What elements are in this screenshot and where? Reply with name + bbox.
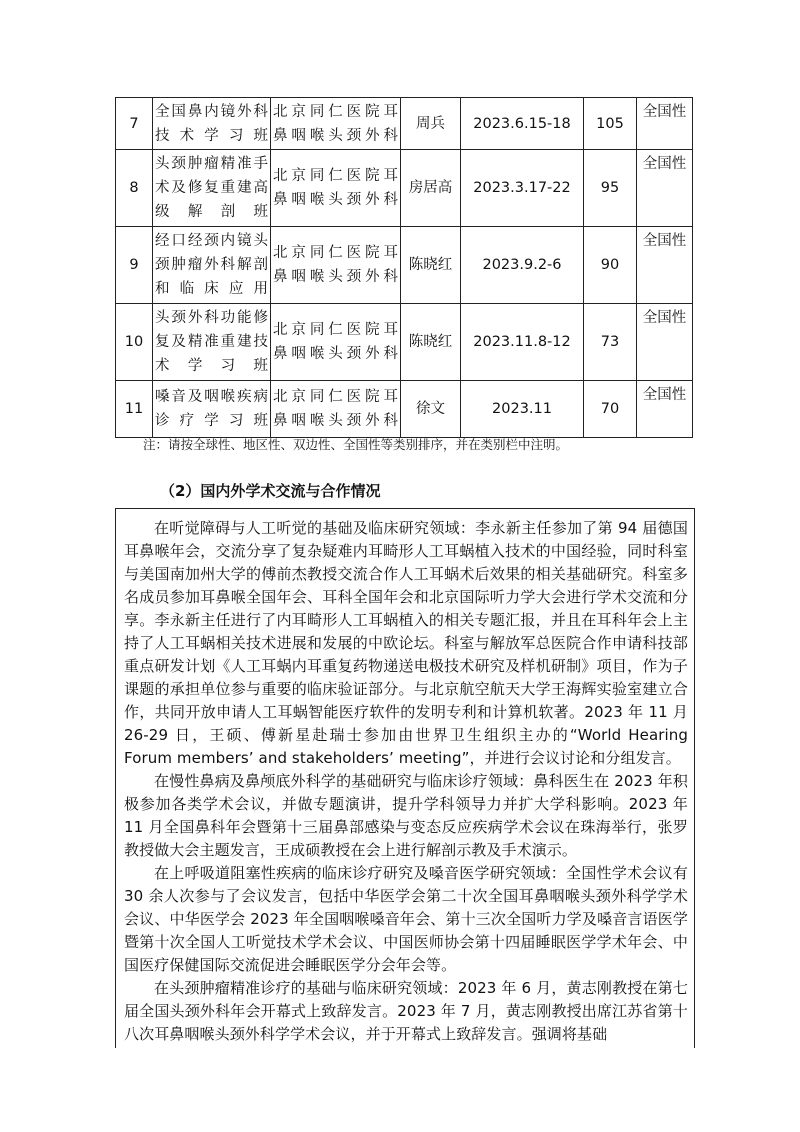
course-name-line: 诊疗学习班	[155, 413, 268, 429]
course-type: 全国性	[637, 304, 693, 381]
course-date: 2023.6.15-18	[461, 98, 584, 150]
host-unit	[271, 150, 401, 227]
host-unit-line: 鼻咽喉头颈外科	[273, 269, 398, 285]
course-name	[153, 227, 271, 304]
course-leader: 房居高	[401, 150, 461, 227]
attendee-count: 73	[584, 304, 637, 381]
attendee-count: 95	[584, 150, 637, 227]
table-row	[116, 227, 693, 304]
course-date: 2023.11	[461, 381, 584, 438]
table-row	[116, 150, 693, 227]
host-unit-line: 北京同仁医院耳	[273, 168, 398, 184]
row-number: 9	[116, 227, 153, 304]
course-name-line: 嗓音及咽喉疾病	[155, 389, 268, 405]
course-name-line: 技术学习班	[155, 127, 268, 144]
table-row	[116, 98, 693, 150]
table-body	[116, 98, 693, 438]
exchange-content-box	[115, 508, 695, 1048]
section-heading: （2）国内外学术交流与合作情况	[160, 482, 381, 500]
attendee-count: 90	[584, 227, 637, 304]
course-name-line: 复及精准重建技	[155, 334, 268, 350]
host-unit-line: 鼻咽喉头颈外科	[273, 192, 398, 208]
course-date: 2023.11.8-12	[461, 304, 584, 381]
host-unit-line: 鼻咽喉头颈外科	[273, 413, 398, 429]
course-name-line: 术学习班	[155, 358, 268, 374]
host-unit	[271, 98, 401, 150]
course-type: 全国性	[637, 150, 693, 227]
host-unit	[271, 227, 401, 304]
course-name-line: 级解剖班	[155, 204, 268, 220]
course-type: 全国性	[637, 227, 693, 304]
paragraph-airway-voice: 在上呼吸道阻塞性疾病的临床诊疗研究及嗓音医学研究领域：全国性学术会议有 30 余人次参与了会议发言，包括中华医学会第二十次全国耳鼻咽喉头颈外科学学术会议、中华医学会 2023 年全国咽喉嗓音年会、第十三次全国听力学及嗓音言语医学暨第十次全国人工听觉技术学术会议、中国医师协会第十四届睡眠医学学术年会、中国医疗保健国际交流促进会睡眠医学分会年会等。	[124, 864, 688, 974]
row-number: 8	[116, 150, 153, 227]
course-date: 2023.3.17-22	[461, 150, 584, 227]
course-type: 全国性	[637, 98, 693, 150]
course-leader: 陈晓红	[401, 304, 461, 381]
course-name	[153, 150, 271, 227]
paragraph-rhinology: 在慢性鼻病及鼻颅底外科学的基础研究与临床诊疗领域：鼻科医生在 2023 年积极参加各类学术会议，并做专题演讲，提升学科领导力并扩大学科影响。2023 年 11 月全国鼻科年会暨第十三届鼻部感染与变态反应疾病学术会议在珠海举行，张罗教授做大会主题发言，王成硕教授在会上进行解剖示教及手术演示。	[124, 772, 688, 859]
course-leader: 陈晓红	[401, 227, 461, 304]
course-leader: 徐文	[401, 381, 461, 438]
course-name-line: 术及修复重建高	[155, 180, 268, 196]
host-unit	[271, 381, 401, 438]
attendee-count: 105	[584, 98, 637, 150]
attendee-count: 70	[584, 381, 637, 438]
table-row	[116, 381, 693, 438]
host-unit-line: 北京同仁医院耳	[273, 322, 398, 338]
course-name-line: 颈肿瘤外科解剖	[155, 257, 268, 273]
course-leader: 周兵	[401, 98, 461, 150]
host-unit-line: 北京同仁医院耳	[273, 245, 398, 261]
table-note: 注：请按全球性、地区性、双边性、全国性等类别排序，并在类别栏中注明。	[143, 437, 569, 452]
course-name	[153, 98, 271, 150]
course-name-line: 头颈外科功能修	[155, 310, 268, 326]
course-name-line: 经口经颈内镜头	[155, 233, 268, 249]
course-name-line: 头颈肿瘤精准手	[155, 156, 268, 172]
host-unit-line: 北京同仁医院耳	[273, 103, 398, 120]
table-row	[116, 304, 693, 381]
course-type: 全国性	[637, 381, 693, 438]
course-name-line: 和临床应用	[155, 281, 268, 297]
host-unit-line: 鼻咽喉头颈外科	[273, 127, 398, 144]
training-course-table	[115, 97, 693, 438]
course-name	[153, 304, 271, 381]
paragraph-head-neck-tumor: 在头颈肿瘤精准诊疗的基础与临床研究领域：2023 年 6 月，黄志刚教授在第七届全国头颈外科年会开幕式上致辞发言。2023 年 7 月，黄志刚教授出席江苏省第十八次耳鼻咽喉头颈外科学学术会议，并于开幕式上致辞发言。强调将基础	[124, 979, 688, 1043]
host-unit	[271, 304, 401, 381]
paragraph-hearing: 在听觉障碍与人工听觉的基础及临床研究领域：李永新主任参加了第 94 届德国耳鼻喉年会，交流分享了复杂疑难内耳畸形人工耳蜗植入技术的中国经验，同时科室与美国南加州大学的傅前杰教授交流合作人工耳蜗术后效果的相关基础研究。科室多名成员参加耳鼻喉全国年会、耳科全国年会和北京国际听力学大会进行学术交流和分享。李永新主任进行了内耳畸形人工耳蜗植入的相关专题汇报，并且在耳科年会上主持了人工耳蜗相关技术进展和发展的中欧论坛。科室与解放军总医院合作申请科技部重点研发计划《人工耳蜗内耳重复药物递送电极技术研究及样机研制》项目，作为子课题的承担单位参与重要的临床验证部分。与北京航空航天大学王海辉实验室建立合作，共同开放申请人工耳蜗智能医疗软件的发明专利和计算机软著。2023 年 11 月 26-29 日，王硕、傅新星赴瑞士参加由世界卫生组织主办的“World Hearing Forum members’ and stakeholders’ meeting”，并进行会议讨论和分组发言。	[124, 519, 688, 767]
course-name-line: 全国鼻内镜外科	[155, 103, 268, 120]
row-number: 7	[116, 98, 153, 150]
course-name	[153, 381, 271, 438]
course-date: 2023.9.2-6	[461, 227, 584, 304]
host-unit-line: 鼻咽喉头颈外科	[273, 346, 398, 362]
row-number: 10	[116, 304, 153, 381]
host-unit-line: 北京同仁医院耳	[273, 389, 398, 405]
row-number: 11	[116, 381, 153, 438]
